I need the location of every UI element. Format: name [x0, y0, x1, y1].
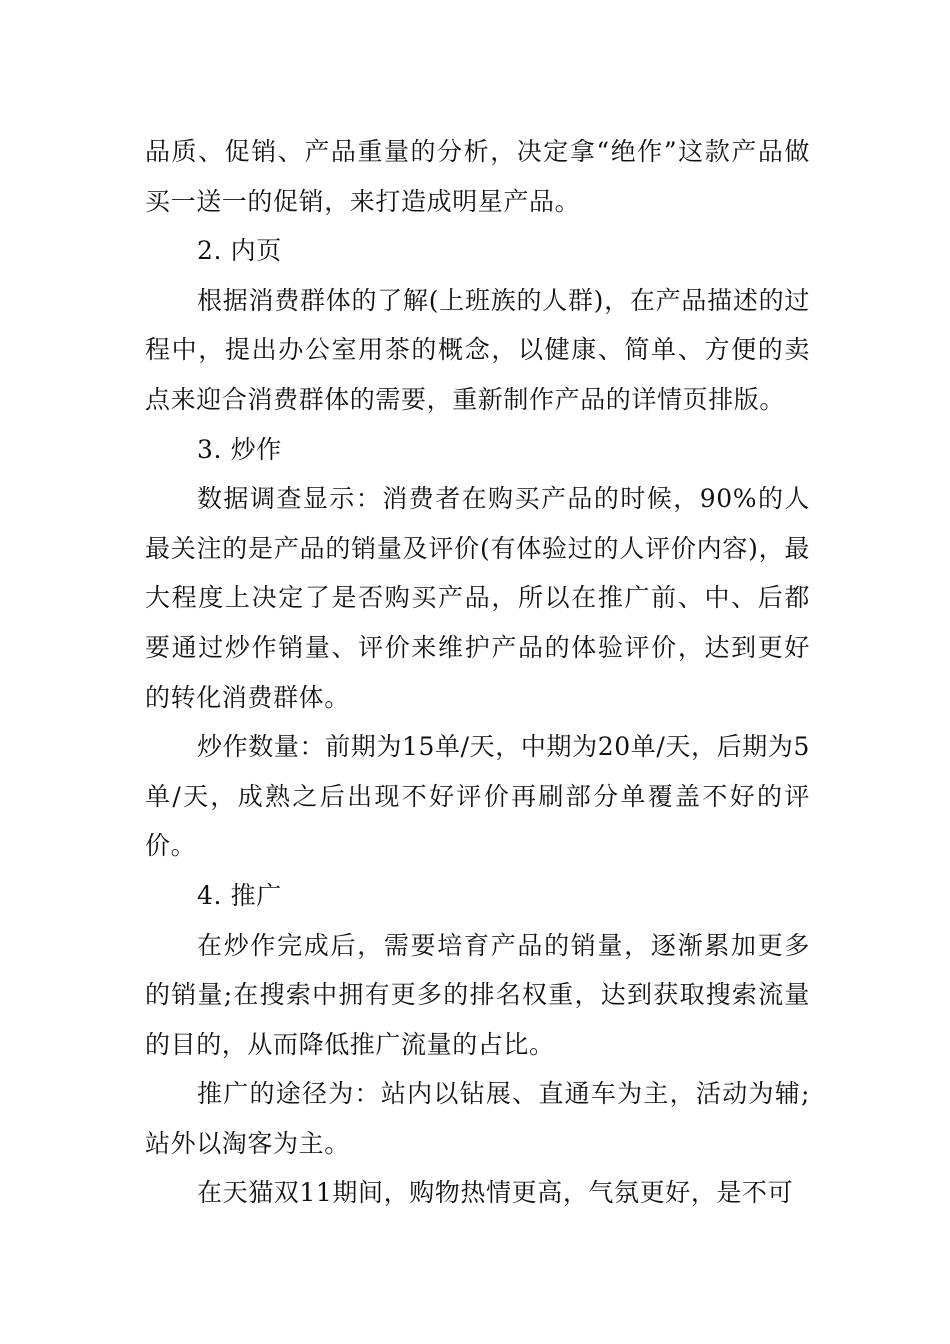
section-heading-promotion: 4. 推广	[197, 880, 282, 910]
paragraph-hype-quantity: 炒作数量：前期为15单/天，中期为20单/天，后期为5单/天，成熟之后出现不好评价再刷部分单覆盖不好的评价。	[145, 732, 810, 861]
document-body	[145, 127, 810, 1218]
section-heading-inner-page: 2. 内页	[197, 236, 282, 266]
paragraph-product-analysis: 品质、促销、产品重量的分析，决定拿“绝作”这款产品做买一送一的促销，来打造成明星产品。	[145, 137, 810, 216]
paragraph-promotion: 在炒作完成后，需要培育产品的销量，逐渐累加更多的销量;在搜索中拥有更多的排名权重，达到获取搜索流量的目的，从而降低推广流量的占比。	[145, 930, 810, 1059]
paragraph-promotion-channels: 推广的途径为：站内以钻展、直通车为主，活动为辅;站外以淘客为主。	[145, 1079, 810, 1158]
paragraph-inner-page: 根据消费群体的了解(上班族的人群)，在产品描述的过程中，提出办公室用茶的概念，以健康、简单、方便的卖点来迎合消费群体的需要，重新制作产品的详情页排版。	[145, 285, 810, 414]
section-heading-hype: 3. 炒作	[197, 434, 282, 464]
paragraph-survey-data: 数据调查显示：消费者在购买产品的时候，90%的人最关注的是产品的销量及评价(有体验过的人评价内容)，最大程度上决定了是否购买产品，所以在推广前、中、后都要通过炒作销量、评价来维护产品的体验评价，达到更好的转化消费群体。	[145, 484, 810, 712]
paragraph-double-eleven: 在天猫双11期间，购物热情更高，气氛更好，是不可	[197, 1178, 794, 1208]
